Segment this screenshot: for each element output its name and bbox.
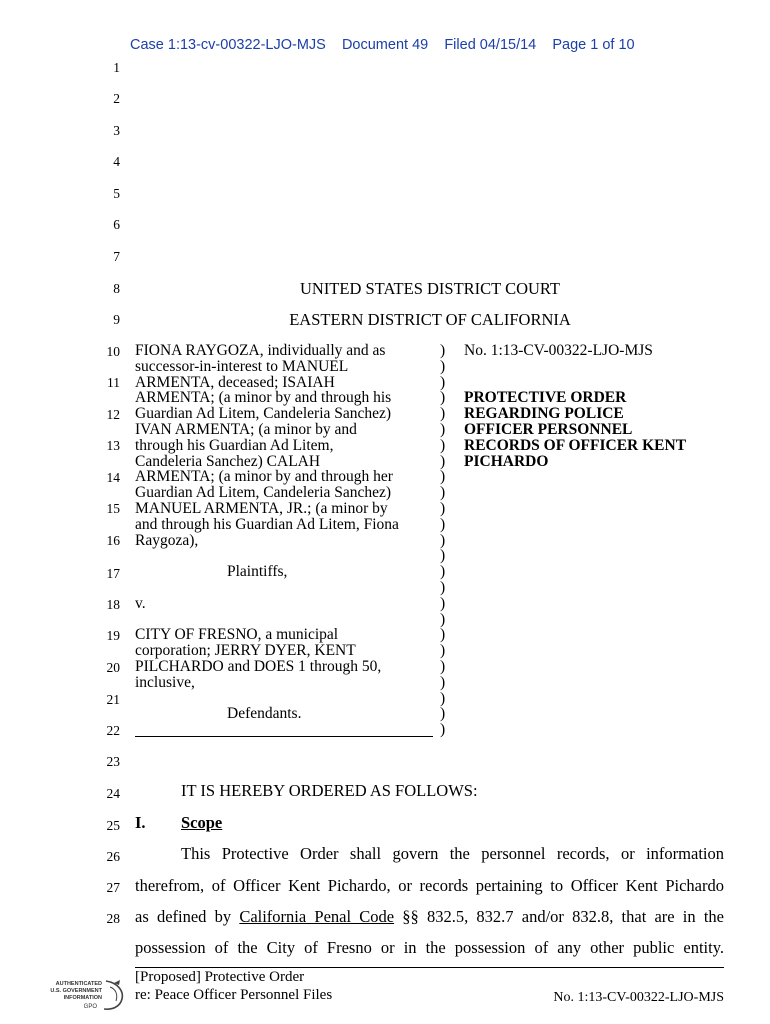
- case-number: No. 1:13-CV-00322-LJO-MJS: [464, 342, 653, 359]
- caption-line: corporation; JERRY DYER, KENT: [135, 642, 356, 659]
- line-number: 17: [106, 566, 120, 581]
- paragraph-line: [135, 907, 724, 927]
- title-line: PICHARDO: [464, 453, 549, 470]
- line-number: 1: [113, 60, 120, 75]
- paragraph-line: possession of the City of Fresno or in the possession of any other public entity.: [135, 938, 724, 957]
- line-number: 27: [106, 880, 120, 895]
- line-number: 24: [106, 786, 120, 801]
- seal-text: AUTHENTICATED: [55, 981, 102, 987]
- section-number: I.: [135, 813, 146, 832]
- caption-line: IVAN ARMENTA; (a minor by and: [135, 421, 357, 438]
- footer-subtitle: re: Peace Officer Personnel Files: [135, 987, 333, 1003]
- footer-rule: [135, 967, 724, 968]
- caption-line: Guardian Ad Litem, Candeleria Sanchez): [135, 484, 392, 501]
- footer-case-number: No. 1:13-CV-00322-LJO-MJS: [553, 990, 724, 1005]
- ecf-header: [130, 37, 635, 53]
- caption-line: Candeleria Sanchez) CALAH: [135, 453, 321, 470]
- paragraph-line: therefrom, of Officer Kent Pichardo, or records pertaining to Officer Kent Pichardo: [135, 876, 724, 895]
- caption-line: successor-in-interest to MANUEL: [135, 358, 349, 375]
- line-number: 3: [113, 123, 120, 138]
- caption-line: Guardian Ad Litem, Candeleria Sanchez): [135, 405, 392, 422]
- header-filed-date: Filed 04/15/14: [444, 37, 537, 53]
- court-district: EASTERN DISTRICT OF CALIFORNIA: [289, 310, 571, 329]
- caption-parenthesis-column: ) ) ) ) ) ) ) ) ) ) ) ) ) ) ) ) ) ) ) ) ) ) ) ) ): [440, 342, 446, 739]
- caption-line: through his Guardian Ad Litem,: [135, 437, 334, 454]
- caption-line: ARMENTA; (a minor by and through her: [135, 468, 393, 485]
- line-number: 12: [106, 407, 120, 422]
- header-page: Page 1 of 10: [552, 37, 635, 53]
- line-number: 25: [106, 818, 120, 833]
- line-number: 7: [113, 249, 120, 264]
- caption-line: ARMENTA; (a minor by and through his: [135, 389, 392, 406]
- court-name: UNITED STATES DISTRICT COURT: [299, 279, 560, 298]
- line-number: 9: [113, 312, 120, 327]
- line-number: 18: [106, 597, 120, 612]
- defendants-label: Defendants.: [227, 705, 302, 722]
- line-number: 14: [106, 470, 120, 485]
- versus-label: v.: [135, 595, 146, 612]
- line-number: 8: [113, 281, 120, 296]
- caption-underline: [135, 736, 433, 737]
- paragraph-text: §§ 832.5, 832.7 and/or 832.8, that are in the: [394, 907, 724, 926]
- line-number: 2: [113, 91, 120, 106]
- header-case-number: Case 1:13-cv-00322-LJO-MJS: [130, 37, 326, 53]
- caption-line: PILCHARDO and DOES 1 through 50,: [135, 658, 382, 675]
- title-line: PROTECTIVE ORDER: [464, 389, 627, 406]
- paragraph-text: as defined by: [135, 907, 240, 926]
- seal-text: U.S. GOVERNMENT: [50, 988, 102, 994]
- paragraph-line: [135, 844, 724, 864]
- line-number: 21: [106, 692, 120, 707]
- gpo-authentication-seal-icon: [44, 977, 134, 1013]
- statute-citation: California Penal Code: [239, 907, 395, 926]
- line-number: 5: [113, 186, 120, 201]
- line-number: 22: [106, 723, 120, 738]
- caption-line: MANUEL ARMENTA, JR.; (a minor by: [135, 500, 388, 517]
- line-number: 23: [106, 754, 120, 769]
- caption-line: ARMENTA, deceased; ISAIAH: [135, 374, 335, 391]
- line-number: 20: [106, 660, 120, 675]
- line-number: 6: [113, 217, 120, 232]
- caption-line: inclusive,: [135, 674, 195, 691]
- caption-line: FIONA RAYGOZA, individually and as: [135, 342, 386, 359]
- line-number: 28: [106, 911, 120, 926]
- caption-line: and through his Guardian Ad Litem, Fiona: [135, 516, 399, 533]
- line-number: 11: [107, 375, 120, 390]
- line-number: 4: [113, 154, 120, 169]
- title-line: REGARDING POLICE: [464, 405, 624, 422]
- title-line: RECORDS OF OFFICER KENT: [464, 437, 687, 454]
- footer-title: [Proposed] Protective Order: [135, 969, 305, 985]
- line-number: 26: [106, 849, 120, 864]
- title-line: OFFICER PERSONNEL: [464, 421, 633, 438]
- line-number: 16: [106, 533, 120, 548]
- seal-text: INFORMATION: [63, 995, 102, 1001]
- seal-text: GPO: [83, 1004, 97, 1010]
- plaintiffs-label: Plaintiffs,: [227, 563, 288, 580]
- caption-line: CITY OF FRESNO, a municipal: [135, 626, 339, 643]
- header-document: Document 49: [341, 37, 429, 53]
- paragraph-text: This Protective Order shall govern the personnel records, or information: [181, 844, 724, 863]
- caption-line: Raygoza),: [135, 532, 199, 549]
- line-number: 15: [106, 501, 120, 516]
- section-title: Scope: [181, 813, 223, 832]
- line-number: 10: [106, 344, 120, 359]
- line-number: 19: [106, 628, 120, 643]
- line-number: 13: [106, 438, 120, 453]
- order-statement: IT IS HEREBY ORDERED AS FOLLOWS:: [181, 781, 478, 800]
